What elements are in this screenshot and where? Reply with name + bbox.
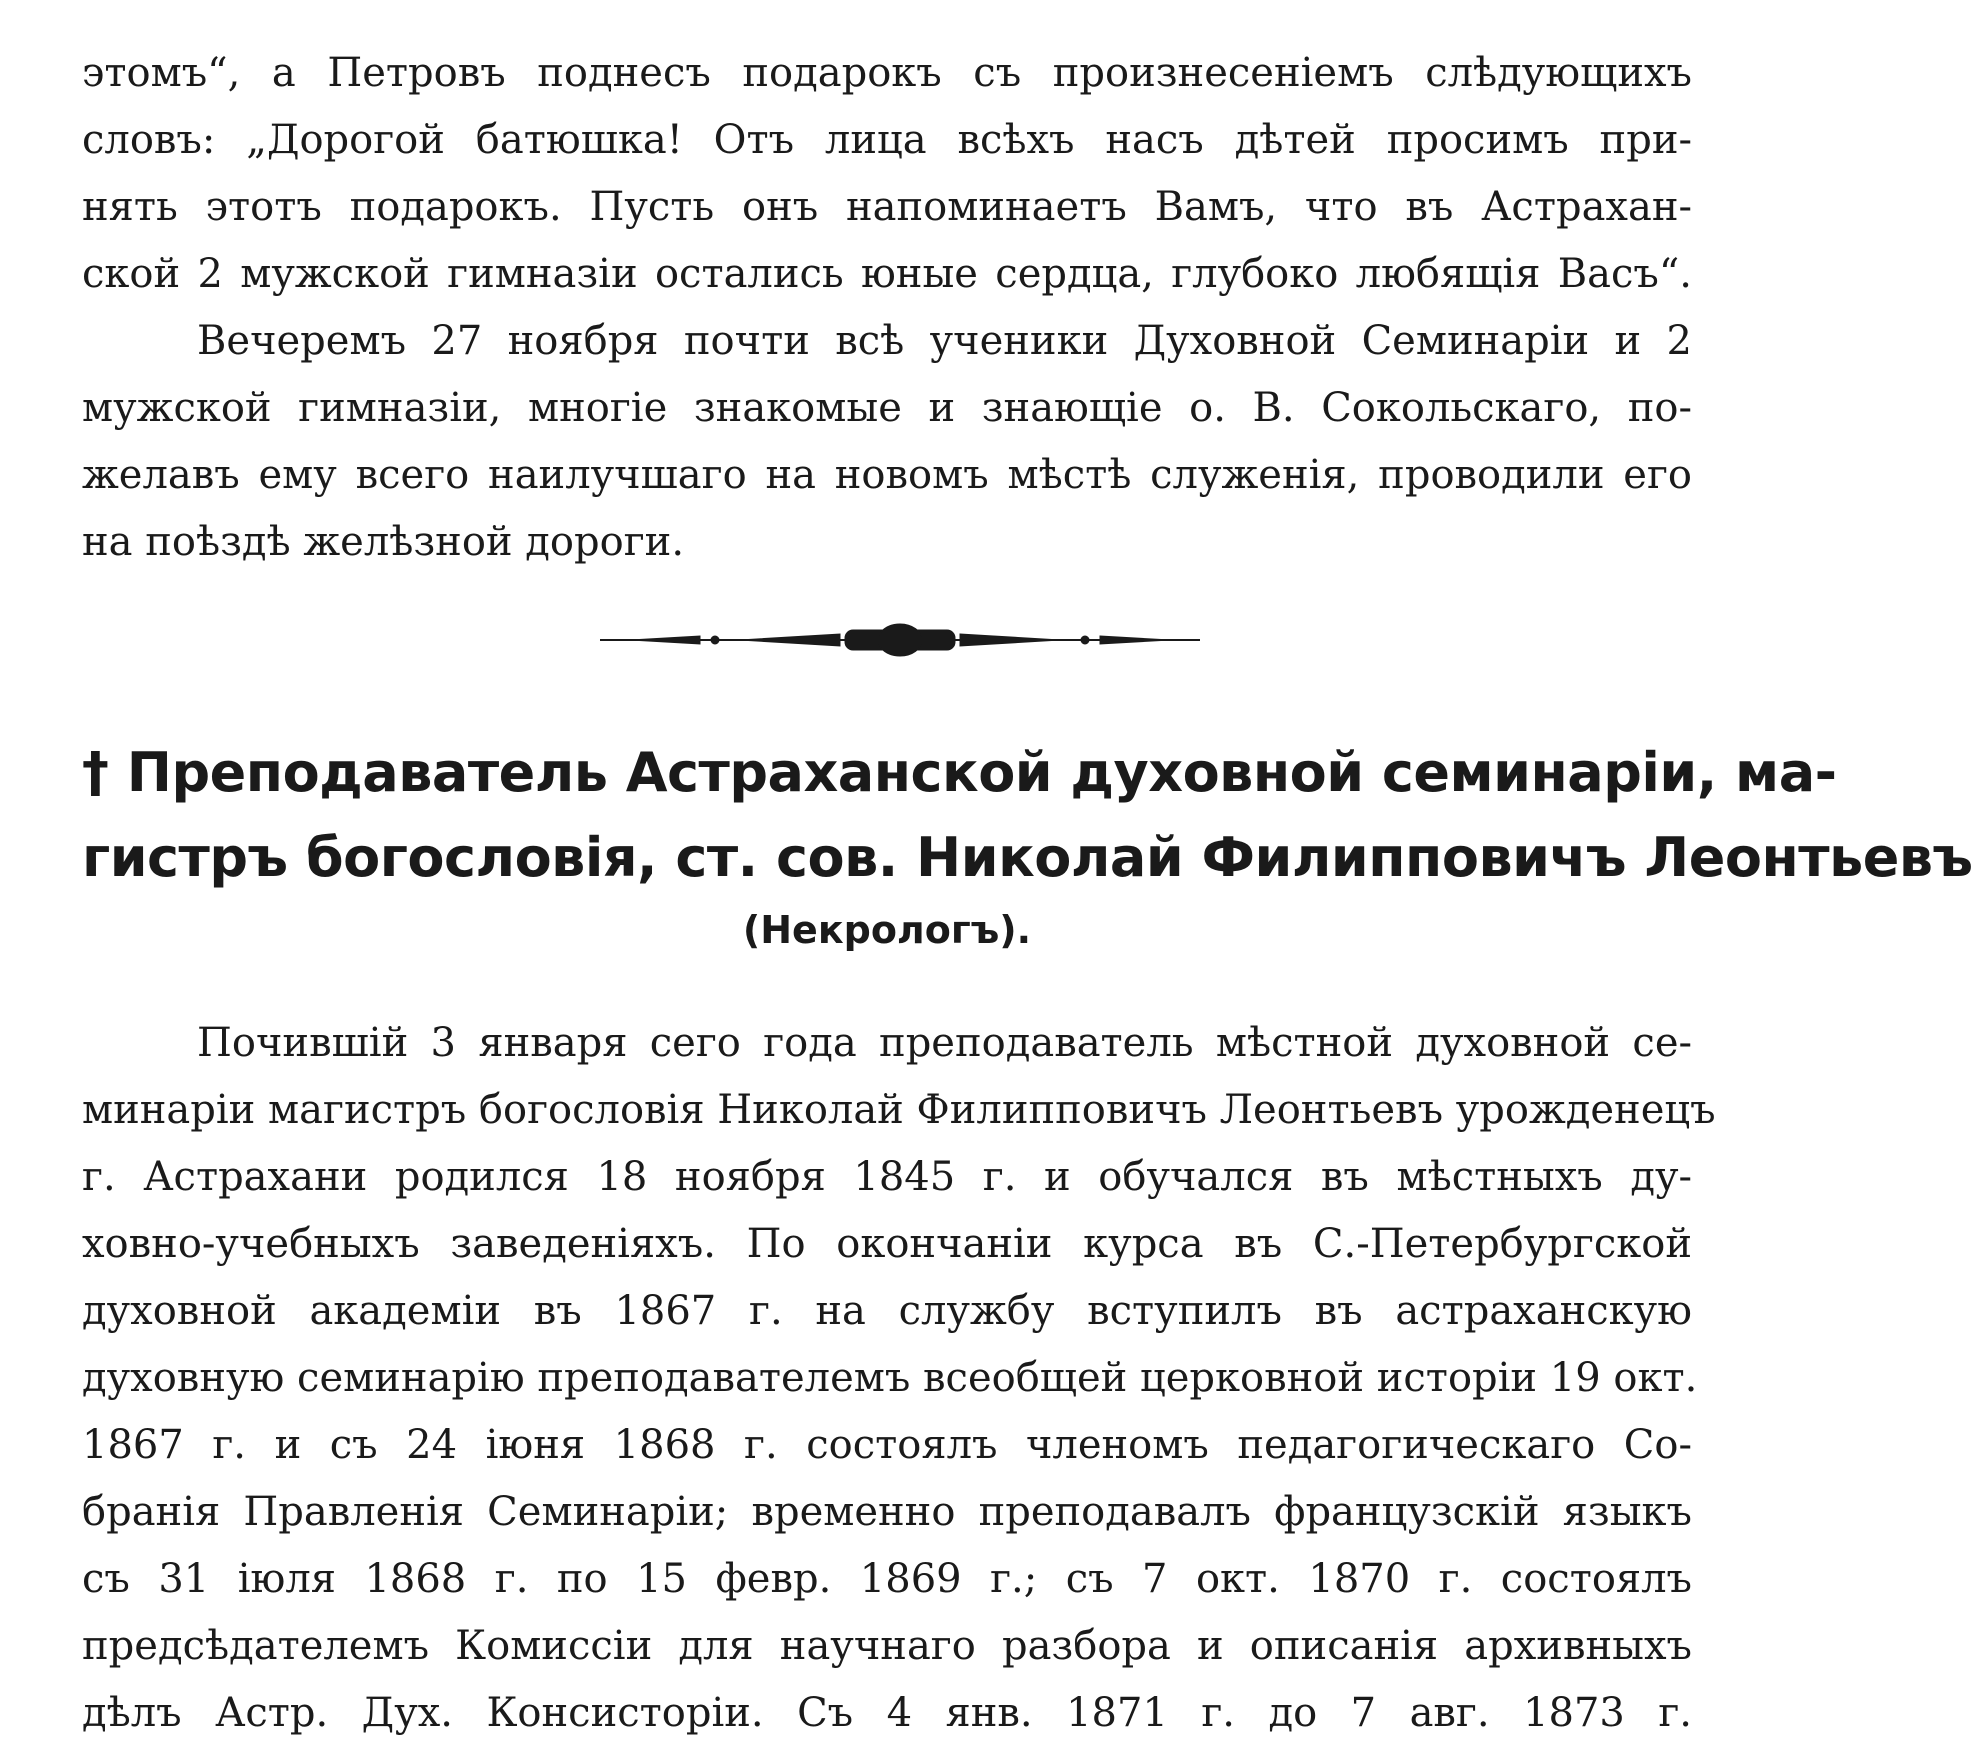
- text-line: духовную семинарію преподавателемъ всеобщей церковной исторіи 19 окт.: [82, 1355, 1698, 1401]
- text-line: желавъ ему всего наилучшаго на новомъ мѣстѣ служенія, проводили его: [82, 452, 1692, 498]
- text-line: этомъ“, а Петровъ поднесъ подарокъ съ произнесеніемъ слѣдующихъ: [82, 50, 1692, 96]
- text-column-top: [82, 40, 1692, 576]
- text-line: г. Астрахани родился 18 ноября 1845 г. и обучался въ мѣстныхъ ду-: [82, 1154, 1692, 1200]
- text-line: 1867 г. и съ 24 іюня 1868 г. состоялъ членомъ педагогическаго Со-: [82, 1422, 1692, 1468]
- obituary-body: [82, 1010, 1716, 1747]
- text-line: на поѣздѣ желѣзной дороги.: [82, 519, 685, 565]
- obituary-header: [82, 730, 1973, 960]
- obituary-subtitle: (Некрологъ).: [742, 908, 1032, 952]
- obituary-heading-line: † Преподаватель Астраханской духовной семинаріи, ма-: [82, 741, 1837, 804]
- text-line: бранія Правленія Семинаріи; временно преподавалъ французскій языкъ: [82, 1489, 1692, 1535]
- text-line: ховно-учебныхъ заведеніяхъ. По окончаніи курса въ С.-Петербургской: [82, 1221, 1692, 1267]
- text-line: ской 2 мужской гимназіи остались юные сердца, глубоко любящія Васъ“.: [82, 251, 1692, 297]
- text-line: Вечеремъ 27 ноября почти всѣ ученики Духовной Семинаріи и 2: [197, 318, 1692, 364]
- text-line: духовной академіи въ 1867 г. на службу вступилъ въ астраханскую: [82, 1288, 1692, 1334]
- text-line: дѣлъ Астр. Дух. Консисторіи. Съ 4 янв. 1871 г. до 7 авг. 1873 г.: [82, 1690, 1692, 1736]
- text-line: мужской гимназіи, многіе знакомые и знающіе о. В. Сокольскаго, по-: [82, 385, 1692, 431]
- text-line: съ 31 іюля 1868 г. по 15 февр. 1869 г.; съ 7 окт. 1870 г. состоялъ: [82, 1556, 1692, 1602]
- text-line: Почившій 3 января сего года преподаватель мѣстной духовной се-: [197, 1020, 1692, 1066]
- evening-paragraph: [82, 308, 1692, 576]
- text-line: нять этотъ подарокъ. Пусть онъ напоминаетъ Вамъ, что въ Астрахан-: [82, 184, 1692, 230]
- obituary-heading-line: гистръ богословія, ст. сов. Николай Филипповичъ Леонтьевъ: [82, 826, 1973, 889]
- text-line: предсѣдателемъ Комиссіи для научнаго разбора и описанія архивныхъ: [82, 1623, 1692, 1669]
- text-line: минаріи магистръ богословія Николай Филипповичъ Леонтьевъ урожденецъ: [82, 1087, 1716, 1133]
- text-line: словъ: „Дорогой батюшка! Отъ лица всѣхъ насъ дѣтей просимъ при-: [82, 117, 1692, 163]
- section-divider-ornament: [590, 620, 1210, 660]
- farewell-paragraph: [82, 40, 1692, 308]
